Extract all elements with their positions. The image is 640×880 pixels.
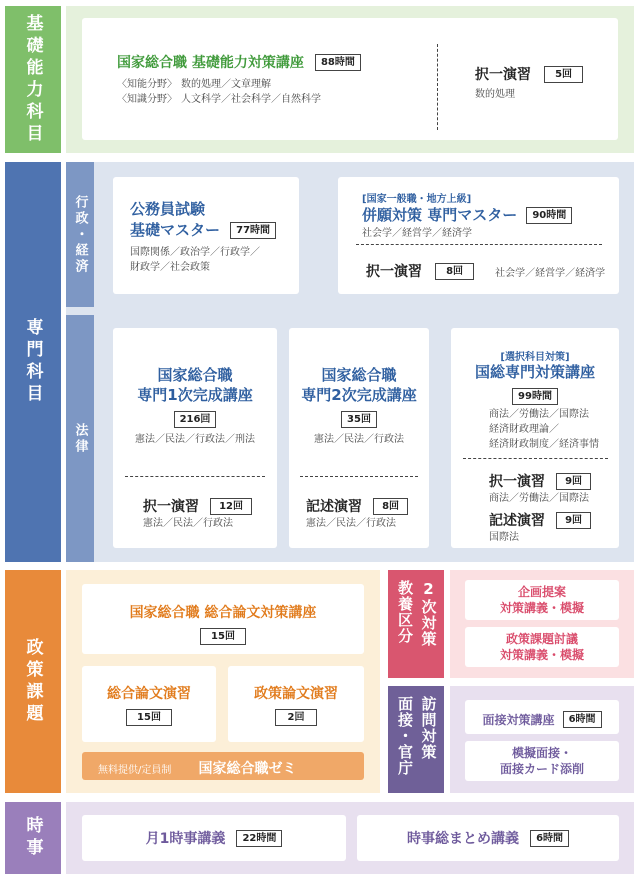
mensetsu-item2-line1: 模擬面接・ xyxy=(511,746,572,760)
kyoyo-label xyxy=(388,570,444,678)
mensetsu-label-2: 面接・官庁 xyxy=(396,696,414,776)
horitsu-c2-badge: 35回 xyxy=(341,411,377,428)
seisaku-sogo-title: 総合論文演習 xyxy=(107,686,191,702)
kiso-main xyxy=(117,52,437,107)
horitsu-c1-sub: 憲法／民法／行政法／刑法 xyxy=(135,434,255,445)
mensetsu-item1-badge: 6時間 xyxy=(563,711,602,728)
gyosei-card2-badge: 90時間 xyxy=(526,207,572,224)
kiso-side-sub: 数的処理 xyxy=(475,89,515,101)
kyoyo-item2-line2: 対策講義・模擬 xyxy=(499,647,584,662)
horitsu-c1-title-2: 専門1次完成講座 xyxy=(137,385,253,404)
gyosei-card2-divider xyxy=(356,244,602,245)
kyoyo-item2 xyxy=(465,627,619,667)
gyosei-card1-content xyxy=(130,200,300,275)
section-label-jiji: 時事 xyxy=(5,802,61,874)
jiji-item1 xyxy=(82,815,346,861)
horitsu-card3-ex2 xyxy=(489,510,619,545)
gyosei-ex-title: 択一演習 xyxy=(366,264,422,280)
kiso-line2: 〈知識分野〉 人文科学／社会科学／自然科学 xyxy=(117,94,321,106)
seisaku-sogo-content xyxy=(82,685,216,726)
gyosei-card1-badge: 77時間 xyxy=(230,222,276,239)
gyosei-card1-sub-2: 財政学／社会政策 xyxy=(130,262,210,273)
mensetsu-item2-line2: 面接カード添削 xyxy=(499,761,584,776)
gyosei-card1-sub-1: 国際関係／政治学／行政学／ xyxy=(130,247,260,258)
horitsu-c1-ex-title: 択一演習 xyxy=(143,499,199,515)
horitsu-c2-ex-sub: 憲法／民法／行政法 xyxy=(306,518,396,530)
horitsu-c3-ex2-sub: 国際法 xyxy=(489,532,519,544)
section-label-seisaku: 政策課題 xyxy=(5,570,61,793)
kiso-divider xyxy=(437,44,438,130)
gyosei-card1-title-2: 基礎マスター xyxy=(130,220,221,239)
kiso-side xyxy=(475,64,615,102)
horitsu-card3-head xyxy=(451,348,619,405)
horitsu-c1-ex-sub: 憲法／民法／行政法 xyxy=(143,518,233,530)
horitsu-c3-ex1-sub: 商法／労働法／国際法 xyxy=(489,493,589,505)
horitsu-c2-title-1: 国家総合職 xyxy=(321,366,397,384)
jiji-item1-title: 月1時事講義 xyxy=(145,831,226,847)
seisaku-main-badge: 15回 xyxy=(200,628,246,645)
horitsu-card1-content xyxy=(113,366,277,447)
kiso-main-badge: 88時間 xyxy=(315,54,361,71)
jiji-item1-badge: 22時間 xyxy=(236,830,282,847)
seisaku-main-title: 国家総合職 総合論文対策講座 xyxy=(129,605,317,621)
horitsu-card1-exercise xyxy=(143,496,273,531)
gyosei-ex-badge: 8回 xyxy=(435,263,474,280)
mensetsu-label xyxy=(388,686,444,793)
horitsu-c3-sub-2: 経済財政理論／ xyxy=(489,424,559,435)
horitsu-card3-divider xyxy=(463,458,608,459)
seisaku-main-content xyxy=(82,604,364,645)
kiso-line1: 〈知能分野〉 数的処理／文章理解 xyxy=(117,79,271,91)
horitsu-card2-content xyxy=(289,366,429,447)
mensetsu-item2 xyxy=(465,741,619,781)
seisaku-sogo-badge: 15回 xyxy=(126,709,172,726)
horitsu-c3-ex1-badge: 9回 xyxy=(556,473,591,490)
gyosei-ex-sub: 社会学／経営学／経済学 xyxy=(495,268,606,279)
horitsu-card1-divider xyxy=(125,476,265,477)
horitsu-card3-ex1 xyxy=(489,471,619,506)
horitsu-c1-ex-badge: 12回 xyxy=(210,498,252,515)
gyosei-card2-title: 併願対策 専門マスター xyxy=(362,206,518,224)
zemi-note: 無料提供/定員制 xyxy=(98,765,172,776)
mensetsu-item1 xyxy=(465,700,619,734)
horitsu-c2-ex-title: 記述演習 xyxy=(306,499,362,515)
kyoyo-label-2: 教養区分 xyxy=(396,580,414,644)
horitsu-c2-sub: 憲法／民法／行政法 xyxy=(314,434,404,445)
seisaku-ronbun-content xyxy=(228,685,364,726)
kyoyo-item1-line2: 対策講義・模擬 xyxy=(499,600,584,615)
horitsu-card2-exercise xyxy=(306,496,428,531)
horitsu-c3-title: 国総専門対策講座 xyxy=(474,363,595,381)
horitsu-c2-title-2: 専門2次完成講座 xyxy=(301,385,417,404)
horitsu-c3-badge: 99時間 xyxy=(512,388,558,405)
gyosei-card2-tag: [国家一般職・地方上級] xyxy=(362,194,472,205)
mensetsu-item1-title: 面接対策講座 xyxy=(482,713,555,727)
gyosei-card2-exercise xyxy=(366,261,616,281)
jiji-item2-title: 時事総まとめ講義 xyxy=(406,831,519,847)
gyosei-card1-title-1: 公務員試験 xyxy=(130,200,206,218)
kyoyo-label-1: 2次対策 xyxy=(419,580,438,647)
sublabel-horitsu: 法律 xyxy=(66,315,94,562)
jiji-item2-badge: 6時間 xyxy=(530,830,569,847)
mensetsu-label-1: 訪問対策 xyxy=(419,696,438,760)
horitsu-c3-tag: [選択科目対策] xyxy=(500,352,570,363)
zemi-title: 国家総合職ゼミ xyxy=(198,761,297,777)
seisaku-ronbun-title: 政策論文演習 xyxy=(254,686,338,702)
horitsu-card3-subjects xyxy=(489,407,619,452)
kiso-side-title: 択一演習 xyxy=(475,67,531,83)
horitsu-c3-sub-1: 商法／労働法／国際法 xyxy=(489,409,589,420)
sublabel-gyosei: 行政・経済 xyxy=(66,162,94,307)
horitsu-c3-sub-3: 経済財政制度／経済事情 xyxy=(489,439,599,450)
horitsu-c1-badge: 216回 xyxy=(174,411,217,428)
jiji-item2 xyxy=(357,815,619,861)
kiso-side-badge: 5回 xyxy=(544,66,583,83)
kyoyo-item1-line1: 企画提案 xyxy=(517,585,566,599)
section-label-kiso: 基礎能力科目 xyxy=(5,6,61,153)
kyoyo-item1 xyxy=(465,580,619,620)
seisaku-ronbun-badge: 2回 xyxy=(275,709,318,726)
kyoyo-item2-line1: 政策課題討議 xyxy=(505,632,578,646)
horitsu-c1-title-1: 国家総合職 xyxy=(157,366,233,384)
gyosei-card2-sub: 社会学／経営学／経済学 xyxy=(362,227,472,239)
section-label-senmon: 専門科目 xyxy=(5,162,61,562)
gyosei-card2-content xyxy=(362,190,612,241)
horitsu-c3-ex2-badge: 9回 xyxy=(556,512,591,529)
kiso-main-title: 国家総合職 基礎能力対策講座 xyxy=(117,55,304,71)
horitsu-card2-divider xyxy=(300,476,418,477)
horitsu-c3-ex1-title: 択一演習 xyxy=(489,474,545,490)
horitsu-c2-ex-badge: 8回 xyxy=(373,498,408,515)
zemi-content xyxy=(98,758,360,778)
horitsu-c3-ex2-title: 記述演習 xyxy=(489,513,545,529)
